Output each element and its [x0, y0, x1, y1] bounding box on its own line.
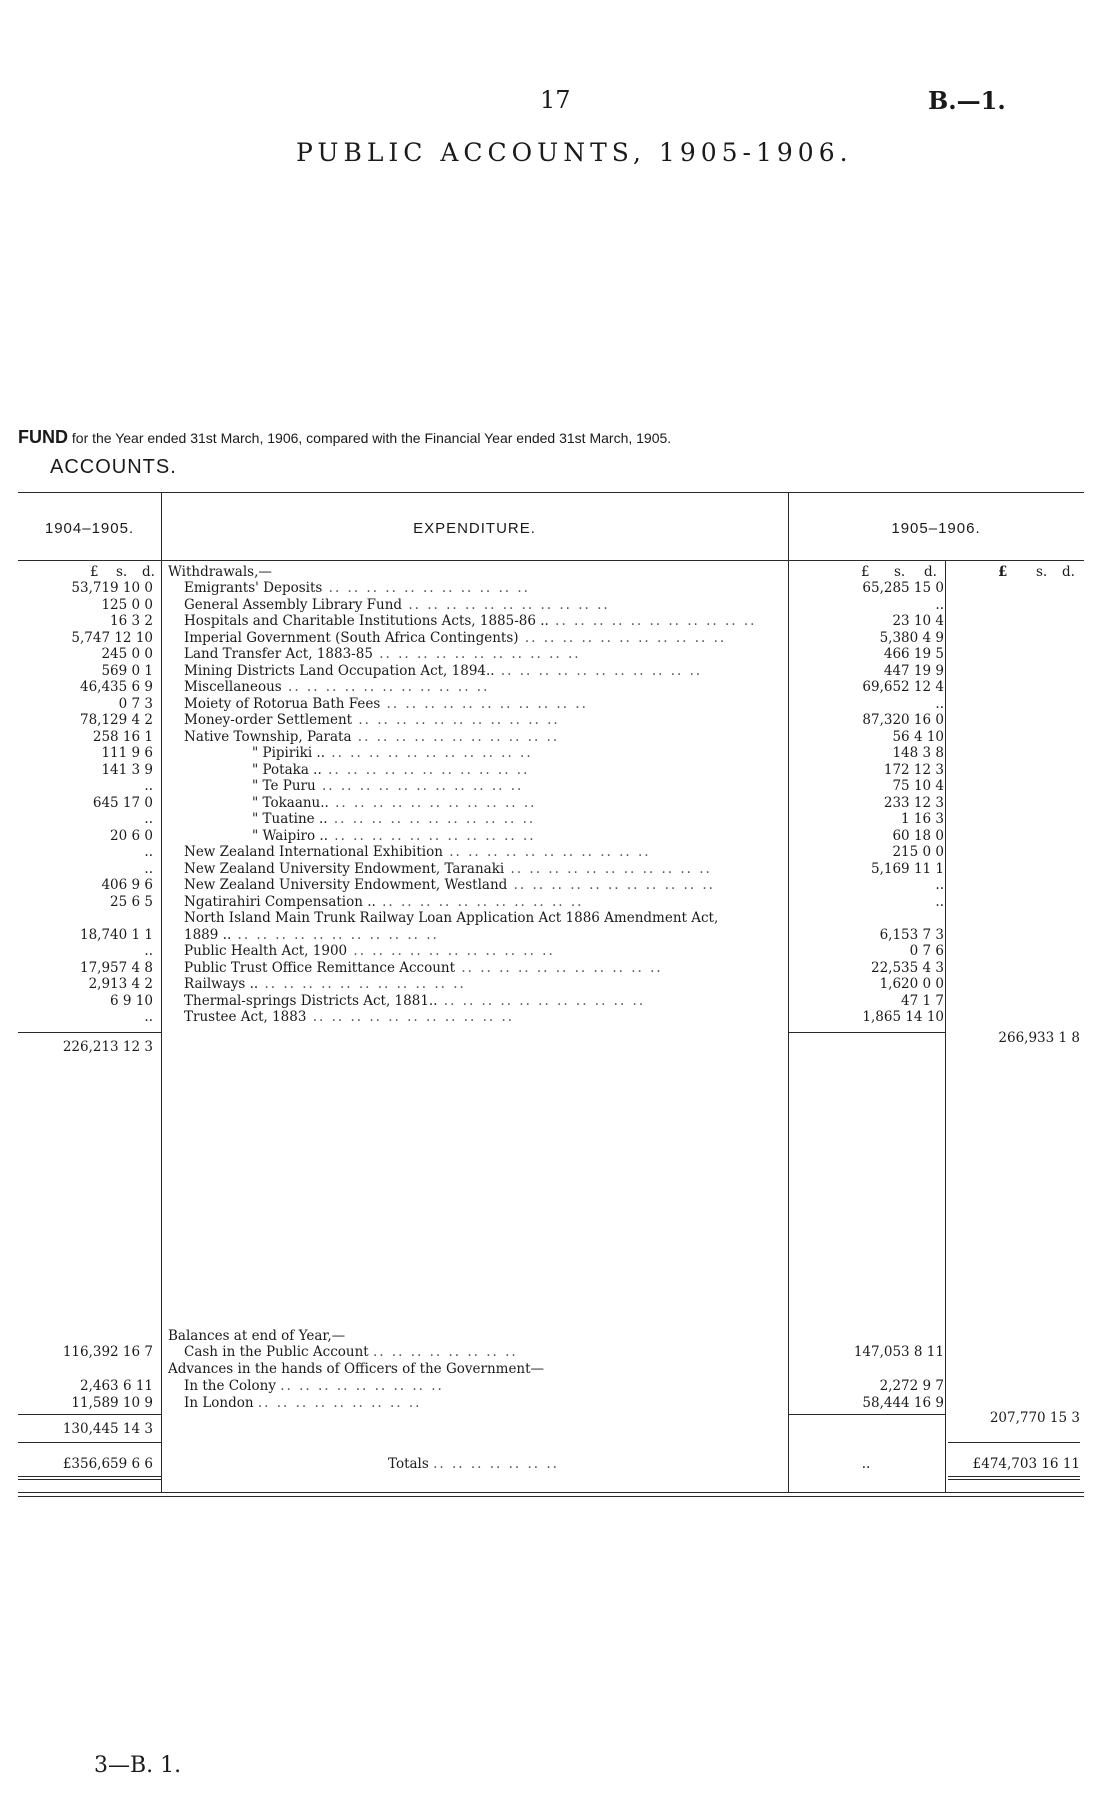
row-label: Public Health Act, 1900: [184, 943, 348, 959]
london-prev: 11,589 10 9: [71, 1395, 153, 1411]
row-label: Miscellaneous: [184, 679, 282, 695]
current-year-amount: 215 0 0: [892, 844, 944, 860]
footer-reference: 3—B. 1.: [94, 1753, 182, 1778]
prev-currency-s: s.: [116, 564, 128, 580]
row-description: " Tuatine .. .. .. .. .. .. .. .. .. .. .. ..: [168, 811, 788, 828]
current-year-amount: ..: [935, 695, 944, 712]
prev-year-amount: 258 16 1: [92, 728, 153, 745]
current-year-amount: 56 4 10: [892, 728, 944, 745]
withdrawals-rows: [18, 580, 1084, 1026]
row-label: Native Township, Parata: [184, 728, 352, 745]
cur-currency-d: d.: [924, 564, 937, 580]
prev-year-amount: ..: [144, 778, 153, 794]
current-year-amount: 5,169 11 1: [871, 860, 944, 877]
table-row: [18, 943, 1084, 960]
totals-label-text: Totals: [388, 1456, 429, 1472]
prev-year-amount: 125 0 0: [101, 596, 153, 613]
table-row: [18, 613, 1084, 630]
page-title: PUBLIC ACCOUNTS, 1905-1906.: [296, 138, 853, 167]
withdrawals-total: 266,933 1 8: [998, 1030, 1080, 1046]
row-description: New Zealand University Endowment, Taranaki .. .. .. .. .. .. .. .. .. .. ..: [168, 861, 788, 878]
row-label: Moiety of Rotorua Bath Fees: [184, 695, 381, 712]
current-year-amount: 5,380 4 9: [879, 629, 944, 646]
colony-cur: 2,272 9 7: [879, 1378, 944, 1394]
table-row: [18, 597, 1084, 614]
fund-subtitle: [18, 427, 671, 448]
column-header-1904-1905: 1904–1905.: [44, 520, 135, 537]
prev-year-amount: 46,435 6 9: [80, 679, 153, 695]
advances-heading: Advances in the hands of Officers of the Government—: [168, 1361, 545, 1377]
current-year-amount: 172 12 3: [883, 761, 944, 778]
row-label: North Island Main Trunk Railway Loan Application Act 1886 Amendment Act,: [184, 910, 719, 926]
row-description: Ngatirahiri Compensation .. .. .. .. .. .. .. .. .. .. .. ..: [168, 894, 788, 911]
balances-total: 207,770 15 3: [989, 1410, 1080, 1426]
table-row: [18, 580, 1084, 597]
prev-year-amount: 25 6 5: [110, 893, 153, 910]
row-description: " Te Puru .. .. .. .. .. .. .. .. .. .. ..: [168, 778, 788, 795]
prev-currency-d: d.: [142, 564, 155, 580]
table-row: [18, 910, 1084, 927]
current-year-amount: ..: [935, 877, 944, 893]
totals-mid: ..: [861, 1456, 871, 1472]
row-label: Ngatirahiri Compensation ..: [184, 893, 376, 910]
row-label: Money-order Settlement: [184, 712, 353, 728]
totals-label: Totals .. .. .. .. .. .. ..: [388, 1456, 559, 1472]
prev-year-amount: ..: [144, 943, 153, 959]
row-label: 1889 ..: [184, 926, 232, 943]
row-description: " Potaka .. .. .. .. .. .. .. .. .. .. .. ..: [168, 762, 788, 779]
row-description: Public Trust Office Remittance Account .. .. .. .. .. .. .. .. .. .. ..: [168, 960, 788, 977]
prev-year-amount: 0 7 3: [118, 695, 153, 712]
colony-label: In the Colony .. .. .. .. .. .. .. .. ..: [184, 1378, 444, 1394]
current-year-amount: 1 16 3: [901, 811, 944, 827]
row-label: General Assembly Library Fund: [184, 596, 403, 613]
table-row: [18, 745, 1084, 762]
row-label: " Pipiriki ..: [252, 745, 326, 761]
totals-cur: £474,703 16 11: [972, 1456, 1080, 1472]
prev-year-amount: 16 3 2: [110, 613, 153, 629]
prev-currency-pound: £: [90, 564, 99, 580]
row-description: Land Transfer Act, 1883-85 .. .. .. .. .. .. .. .. .. .. ..: [168, 646, 788, 663]
row-label: Thermal-springs Districts Act, 1881..: [184, 992, 438, 1009]
prev-year-amount: 245 0 0: [101, 646, 153, 662]
row-description: Thermal-springs Districts Act, 1881.. .. .. .. .. .. .. .. .. .. .. ..: [168, 993, 788, 1010]
expenditure-ledger: [18, 492, 1084, 1493]
current-year-amount: 22,535 4 3: [871, 959, 944, 976]
row-label: New Zealand University Endowment, Westland: [184, 877, 508, 893]
fund-subtitle-text: for the Year ended 31st March, 1906, compared with the Financial Year ended 31st March, 1905.: [71, 430, 672, 446]
table-row: [18, 828, 1084, 845]
row-description: Railways .. .. .. .. .. .. .. .. .. .. .. ..: [168, 976, 788, 993]
row-description: New Zealand University Endowment, Westland .. .. .. .. .. .. .. .. .. .. ..: [168, 877, 788, 894]
current-year-amount: 466 19 5: [883, 646, 944, 662]
prev-year-amount: 5,747 12 10: [71, 629, 153, 646]
fund-word: FUND: [18, 427, 68, 447]
row-label: Public Trust Office Remittance Account: [184, 959, 456, 976]
prev-year-amount: ..: [144, 860, 153, 877]
table-row: [18, 630, 1084, 647]
prev-year-amount: ..: [144, 844, 153, 860]
prev-year-amount: 141 3 9: [101, 761, 153, 778]
table-row: [18, 894, 1084, 911]
london-label-text: In London: [184, 1395, 254, 1411]
colony-label-text: In the Colony: [184, 1378, 276, 1394]
current-year-amount: 1,620 0 0: [879, 976, 944, 992]
table-row: [18, 646, 1084, 663]
current-year-amount: 447 19 9: [883, 662, 944, 679]
row-label: Hospitals and Charitable Institutions Acts, 1885-86 ..: [184, 613, 549, 629]
prev-year-amount: 20 6 0: [110, 827, 153, 844]
row-label: New Zealand University Endowment, Taranaki: [184, 860, 505, 877]
row-description: Money-order Settlement .. .. .. .. .. .. .. .. .. .. ..: [168, 712, 788, 729]
row-label: Imperial Government (South Africa Contingents): [184, 629, 519, 646]
row-description: Native Township, Parata .. .. .. .. .. .. .. .. .. .. ..: [168, 729, 788, 746]
withdrawals-heading: Withdrawals,—: [168, 564, 272, 580]
column-header-expenditure: EXPENDITURE.: [413, 520, 536, 537]
row-description: Moiety of Rotorua Bath Fees .. .. .. .. .. .. .. .. .. .. ..: [168, 696, 788, 713]
page-number: 17: [540, 86, 571, 114]
current-year-amount: 148 3 8: [892, 745, 944, 761]
row-description: Public Health Act, 1900 .. .. .. .. .. .. .. .. .. .. ..: [168, 943, 788, 960]
prev-year-amount: 17,957 4 8: [80, 959, 153, 976]
table-row: [18, 696, 1084, 713]
total-currency-s: s.: [1036, 564, 1048, 580]
prev-year-amount: 111 9 6: [101, 745, 153, 761]
cur-currency-s: s.: [894, 564, 906, 580]
row-description: [168, 910, 788, 927]
column-header-1905-1906: 1905–1906.: [891, 520, 981, 537]
current-year-amount: ..: [935, 596, 944, 613]
current-year-amount: 0 7 6: [909, 943, 944, 959]
current-year-amount: 1,865 14 10: [862, 1009, 944, 1025]
row-description: Imperial Government (South Africa Contingents) .. .. .. .. .. .. .. .. .. .. ..: [168, 630, 788, 647]
prev-year-amount: 78,129 4 2: [80, 712, 153, 728]
row-description: 1889 .. .. .. .. .. .. .. .. .. .. .. ..: [168, 927, 788, 944]
table-row: [18, 762, 1084, 779]
colony-prev: 2,463 6 11: [80, 1378, 153, 1394]
row-label: " Potaka ..: [252, 761, 322, 778]
table-row: [18, 927, 1084, 944]
prev-year-amount: 18,740 1 1: [80, 926, 153, 943]
current-year-amount: ..: [935, 893, 944, 910]
total-currency-pound: £: [998, 564, 1008, 580]
row-description: " Waipiro .. .. .. .. .. .. .. .. .. .. .. ..: [168, 828, 788, 845]
row-label: " Te Puru: [252, 778, 316, 794]
balances-heading: Balances at end of Year,—: [168, 1328, 346, 1344]
table-row: [18, 811, 1084, 828]
prev-year-amount: 406 9 6: [101, 877, 153, 893]
row-description: Hospitals and Charitable Institutions Acts, 1885-86 .. .. .. .. .. .. .. .. .. .. .. ..: [168, 613, 788, 630]
row-description: " Pipiriki .. .. .. .. .. .. .. .. .. .. .. ..: [168, 745, 788, 762]
cash-cur: 147,053 8 11: [853, 1344, 944, 1360]
table-row: [18, 976, 1084, 993]
table-row: [18, 861, 1084, 878]
row-description: Trustee Act, 1883 .. .. .. .. .. .. .. .. .. .. ..: [168, 1009, 788, 1026]
row-label: Trustee Act, 1883: [184, 1009, 307, 1025]
table-row: [18, 960, 1084, 977]
row-label: Emigrants' Deposits: [184, 580, 323, 596]
row-label: Railways ..: [184, 976, 259, 992]
table-row: [18, 679, 1084, 696]
current-year-amount: 47 1 7: [901, 992, 944, 1009]
current-year-amount: 60 18 0: [892, 827, 944, 844]
row-label: " Waipiro ..: [252, 827, 328, 844]
table-row: [18, 877, 1084, 894]
current-year-amount: 6,153 7 3: [879, 926, 944, 943]
prev-year-amount: ..: [144, 811, 153, 827]
current-year-amount: 65,285 15 0: [862, 580, 944, 596]
table-row: [18, 778, 1084, 795]
table-row: [18, 663, 1084, 680]
table-row: [18, 844, 1084, 861]
balances-prev-total: 130,445 14 3: [62, 1421, 153, 1437]
prev-year-amount: 569 0 1: [101, 662, 153, 679]
prev-year-amount: 2,913 4 2: [88, 976, 153, 992]
prev-year-amount: 53,719 10 0: [71, 580, 153, 596]
cur-currency-pound: £: [861, 564, 870, 580]
current-year-amount: 69,652 12 4: [862, 679, 944, 695]
row-label: New Zealand International Exhibition: [184, 844, 443, 860]
current-year-amount: 87,320 16 0: [862, 712, 944, 728]
section-title: ACCOUNTS.: [50, 456, 177, 478]
row-label: " Tokaanu..: [252, 794, 329, 811]
row-label: Mining Districts Land Occupation Act, 1894..: [184, 662, 495, 679]
table-row: [18, 712, 1084, 729]
row-description: Mining Districts Land Occupation Act, 1894.. .. .. .. .. .. .. .. .. .. .. ..: [168, 663, 788, 680]
row-description: Emigrants' Deposits .. .. .. .. .. .. .. .. .. .. ..: [168, 580, 788, 597]
row-description: General Assembly Library Fund .. .. .. .. .. .. .. .. .. .. ..: [168, 597, 788, 614]
totals-prev: £356,659 6 6: [62, 1456, 153, 1472]
row-label: " Tuatine ..: [252, 811, 328, 827]
row-description: Miscellaneous .. .. .. .. .. .. .. .. .. .. ..: [168, 679, 788, 696]
current-year-amount: 233 12 3: [883, 794, 944, 811]
current-year-amount: 23 10 4: [892, 613, 944, 629]
row-description: " Tokaanu.. .. .. .. .. .. .. .. .. .. .. ..: [168, 795, 788, 812]
table-row: [18, 729, 1084, 746]
table-row: [18, 795, 1084, 812]
prev-year-amount: 645 17 0: [92, 794, 153, 811]
cash-label: Cash in the Public Account .. .. .. .. .. .. .. ..: [184, 1344, 518, 1360]
current-year-amount: 75 10 4: [892, 778, 944, 794]
london-label: In London .. .. .. .. .. .. .. .. ..: [184, 1395, 422, 1411]
prev-year-amount: ..: [144, 1009, 153, 1025]
table-row: [18, 993, 1084, 1010]
cash-prev: 116,392 16 7: [62, 1344, 153, 1360]
prev-withdrawals-subtotal: 226,213 12 3: [62, 1039, 153, 1055]
total-currency-d: d.: [1062, 564, 1075, 580]
prev-year-amount: 6 9 10: [110, 992, 153, 1009]
row-label: Land Transfer Act, 1883-85: [184, 646, 373, 662]
london-cur: 58,444 16 9: [862, 1395, 944, 1411]
document-reference: B.—1.: [928, 86, 1006, 115]
cash-label-text: Cash in the Public Account: [184, 1344, 369, 1360]
table-row: [18, 1009, 1084, 1026]
row-description: New Zealand International Exhibition .. .. .. .. .. .. .. .. .. .. ..: [168, 844, 788, 861]
